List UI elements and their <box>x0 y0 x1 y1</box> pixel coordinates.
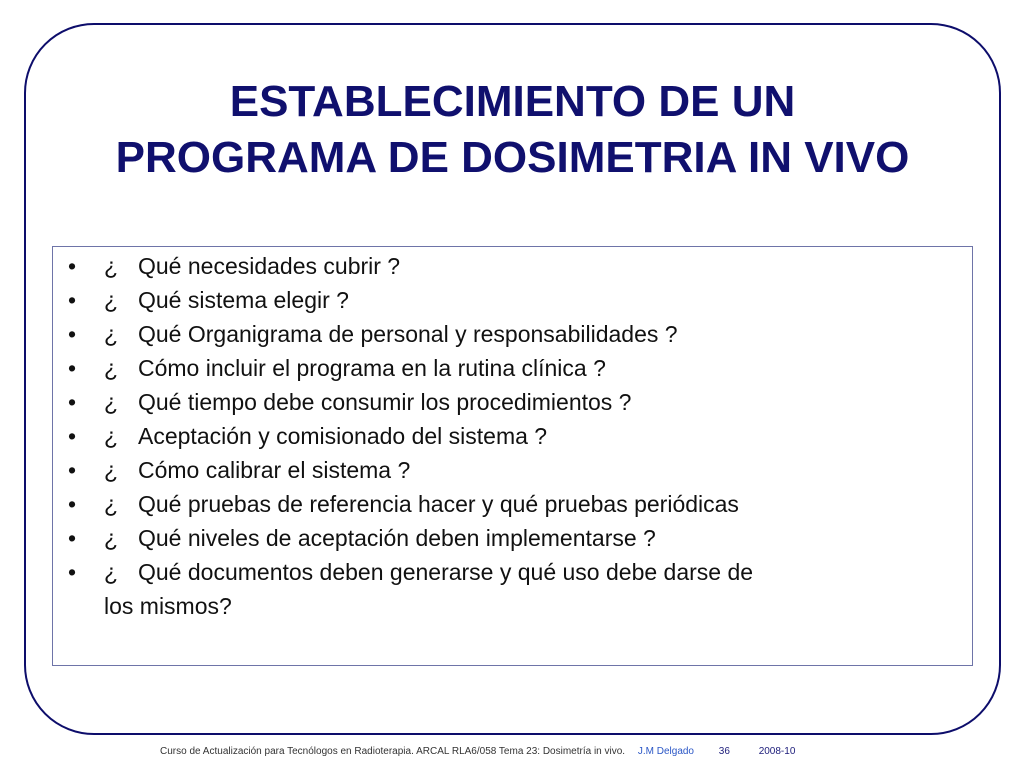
bullet-icon: • <box>67 287 77 313</box>
list-item <box>62 453 753 487</box>
slide-title <box>24 74 1001 186</box>
bullet-icon: • <box>67 525 77 551</box>
page-number: 36 <box>718 746 730 757</box>
list-item-text: Qué niveles de aceptación deben implementarse ? <box>138 525 656 551</box>
list-item <box>62 283 753 317</box>
inverted-question-mark: ¿ <box>104 389 119 415</box>
inverted-question-mark: ¿ <box>104 457 119 483</box>
list-item <box>62 317 753 351</box>
footer-course: Curso de Actualización para Tecnólogos en Radioterapia. ARCAL RLA6/058 Tema 23: Dosimetría in vivo. <box>160 746 626 757</box>
bullet-icon: • <box>67 355 77 381</box>
bullet-icon: • <box>67 389 77 415</box>
bullet-icon: • <box>67 321 77 347</box>
bullet-icon: • <box>67 253 77 279</box>
list-item-text: Qué Organigrama de personal y responsabilidades ? <box>138 321 678 347</box>
inverted-question-mark: ¿ <box>104 355 119 381</box>
list-item-text: Qué documentos deben generarse y qué uso debe darse de <box>138 559 754 585</box>
slide-footer <box>160 746 795 757</box>
bullet-icon: • <box>67 559 77 585</box>
title-line-1: ESTABLECIMIENTO DE UN <box>229 77 796 126</box>
bullet-icon: • <box>67 491 77 517</box>
title-line-2: PROGRAMA DE DOSIMETRIA IN VIVO <box>115 133 910 182</box>
list-item-text: Cómo incluir el programa en la rutina clínica ? <box>138 355 606 381</box>
inverted-question-mark: ¿ <box>104 253 119 279</box>
bullet-icon: • <box>67 423 77 449</box>
footer-author: J.M Delgado <box>637 746 694 757</box>
bullet-icon: • <box>67 457 77 483</box>
list-item-text: Qué sistema elegir ? <box>138 287 349 313</box>
footer-date: 2008-10 <box>758 746 796 757</box>
list-item <box>62 521 753 555</box>
list-item <box>62 351 753 385</box>
inverted-question-mark: ¿ <box>104 287 119 313</box>
list-item <box>62 385 753 419</box>
inverted-question-mark: ¿ <box>104 491 119 517</box>
list-item-text: Qué pruebas de referencia hacer y qué pruebas periódicas <box>138 491 739 517</box>
inverted-question-mark: ¿ <box>104 321 119 347</box>
list-item <box>62 249 753 283</box>
list-item-text: Aceptación y comisionado del sistema ? <box>138 423 548 449</box>
list-item-text: Qué necesidades cubrir ? <box>138 253 401 279</box>
inverted-question-mark: ¿ <box>104 525 119 551</box>
list-item-text: Qué tiempo debe consumir los procedimientos ? <box>138 389 632 415</box>
list-item-text: Cómo calibrar el sistema ? <box>138 457 411 483</box>
list-item <box>62 555 753 623</box>
question-list <box>62 249 753 623</box>
inverted-question-mark: ¿ <box>104 559 119 585</box>
list-item <box>62 419 753 453</box>
inverted-question-mark: ¿ <box>104 423 119 449</box>
list-item <box>62 487 753 521</box>
list-item-continuation: los mismos? <box>104 593 232 619</box>
